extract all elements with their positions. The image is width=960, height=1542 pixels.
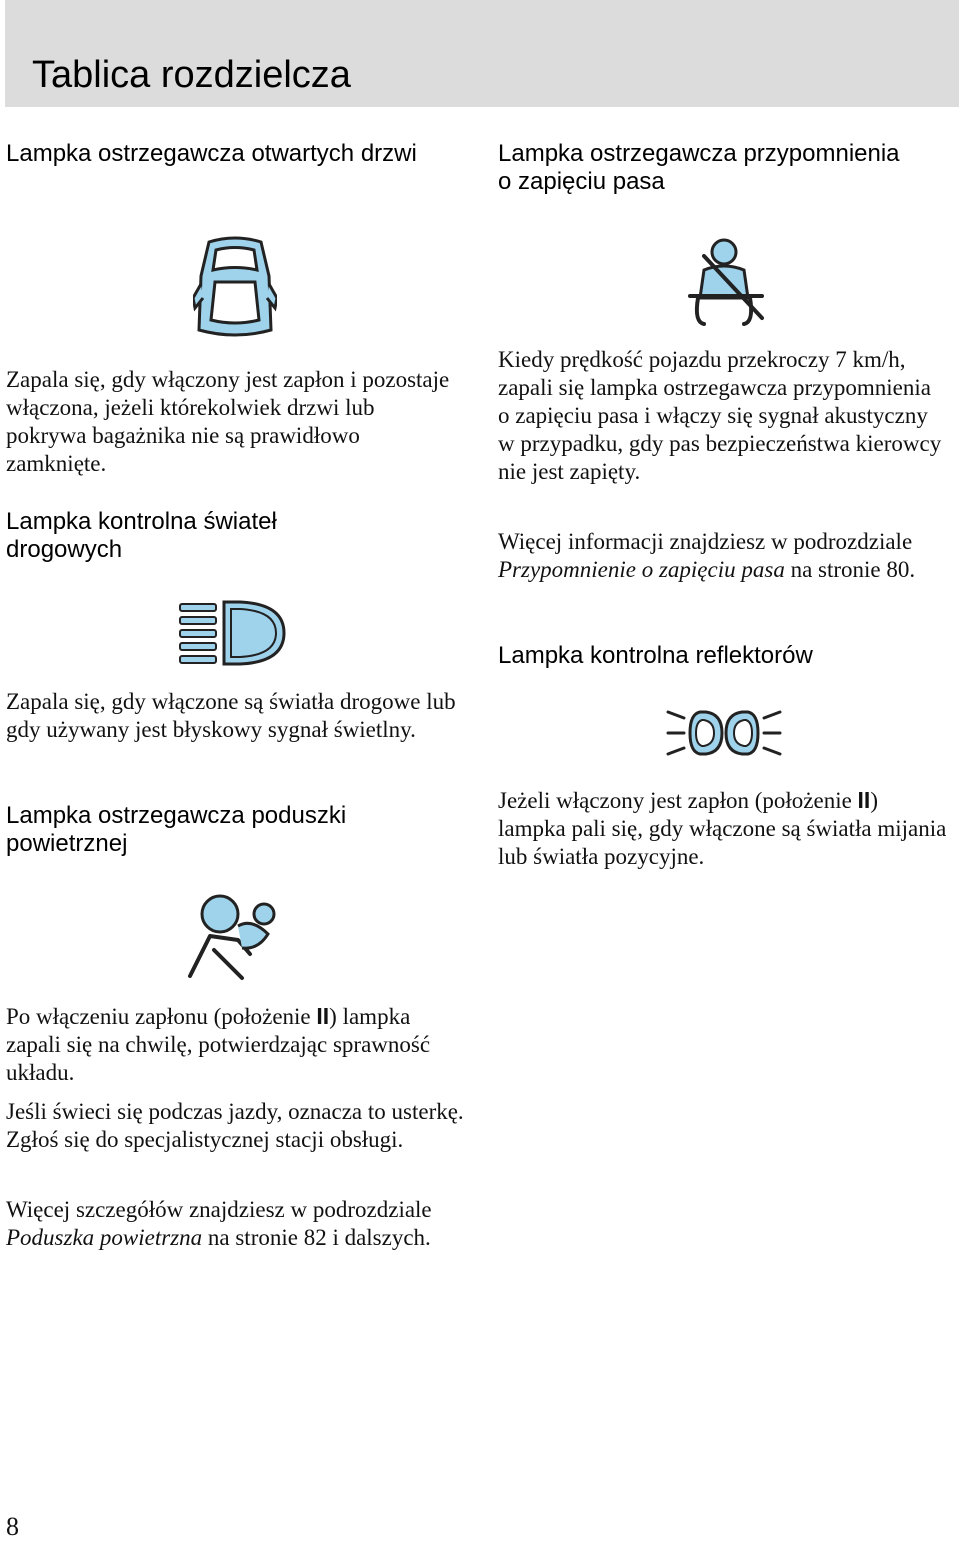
airbag-icon	[180, 892, 290, 984]
side-lights-icon	[666, 706, 782, 760]
page-header	[5, 0, 959, 107]
seatbelt-section-link: Przypomnienie o zapięciu pasa	[498, 557, 785, 582]
airbag-section-link: Poduszka powietrzna	[6, 1225, 203, 1250]
seatbelt-icon	[684, 238, 768, 328]
airbag-text-3-b: na stronie 82 i dalszych.	[202, 1225, 431, 1250]
airbag-text-3	[6, 1196, 466, 1252]
high-beam-icon	[178, 598, 288, 668]
seatbelt-text-1: Kiedy prędkość pojazdu przekroczy 7 km/h, zapali się lampka ostrzegawcza przypomnienia o zapięciu pasa i włączy się sygnał akustyczny w przypadku, gdy pas bezpieczeństwa kierowcy nie jest zapięty.	[498, 347, 942, 484]
seatbelt-text-2-b: na stronie 80.	[784, 557, 916, 582]
high-beam-text: Zapala się, gdy włączone są światła drogowe lub gdy używany jest błyskowy sygnał świetlny.	[6, 689, 456, 742]
seatbelt-text-2	[498, 528, 948, 584]
page-title: Tablica rozdzielcza	[32, 54, 351, 96]
airbag-text-1	[6, 1002, 466, 1087]
seatbelt-heading: Lampka ostrzegawcza przypomnienia o zapięciu pasa	[498, 140, 900, 195]
lights-text-1-b: ) lampka pali się, gdy włączone są światła mijania lub światła pozycyjne.	[498, 788, 947, 869]
high-beam-heading: Lampka kontrolna świateł drogowych	[6, 508, 277, 563]
airbag-heading: Lampka ostrzegawcza poduszki powietrznej	[6, 802, 347, 857]
lights-text-1	[498, 786, 948, 871]
lights-text-1-a: Jeżeli włączony jest zapłon (położenie	[498, 788, 858, 813]
lights-ignition-position-label: II	[857, 787, 871, 813]
door-warning-heading: Lampka ostrzegawcza otwartych drzwi	[6, 140, 417, 167]
door-warning-text: Zapala się, gdy włączony jest zapłon i pozostaje włączona, jeżeli którekolwiek drzwi lub pokrywa bagażnika nie są prawidłowo zamknięte.	[6, 367, 450, 476]
ignition-position-label: II	[316, 1003, 330, 1029]
airbag-text-2: Jeśli świeci się podczas jazdy, oznacza to usterkę. Zgłoś się do specjalistycznej stacji obsługi.	[6, 1099, 464, 1152]
airbag-text-1-a: Po włączeniu zapłonu (położenie	[6, 1004, 317, 1029]
seatbelt-text-2-a: Więcej informacji znajdziesz w podrozdziale	[498, 529, 913, 554]
open-door-car-icon	[193, 236, 277, 340]
airbag-text-3-a: Więcej szczegółów znajdziesz w podrozdziale	[6, 1197, 432, 1222]
page-number: 8	[6, 1512, 19, 1541]
airbag-text-1-b: ) lampka zapali się na chwilę, potwierdzając sprawność układu.	[6, 1004, 431, 1085]
lights-heading: Lampka kontrolna reflektorów	[498, 642, 813, 669]
